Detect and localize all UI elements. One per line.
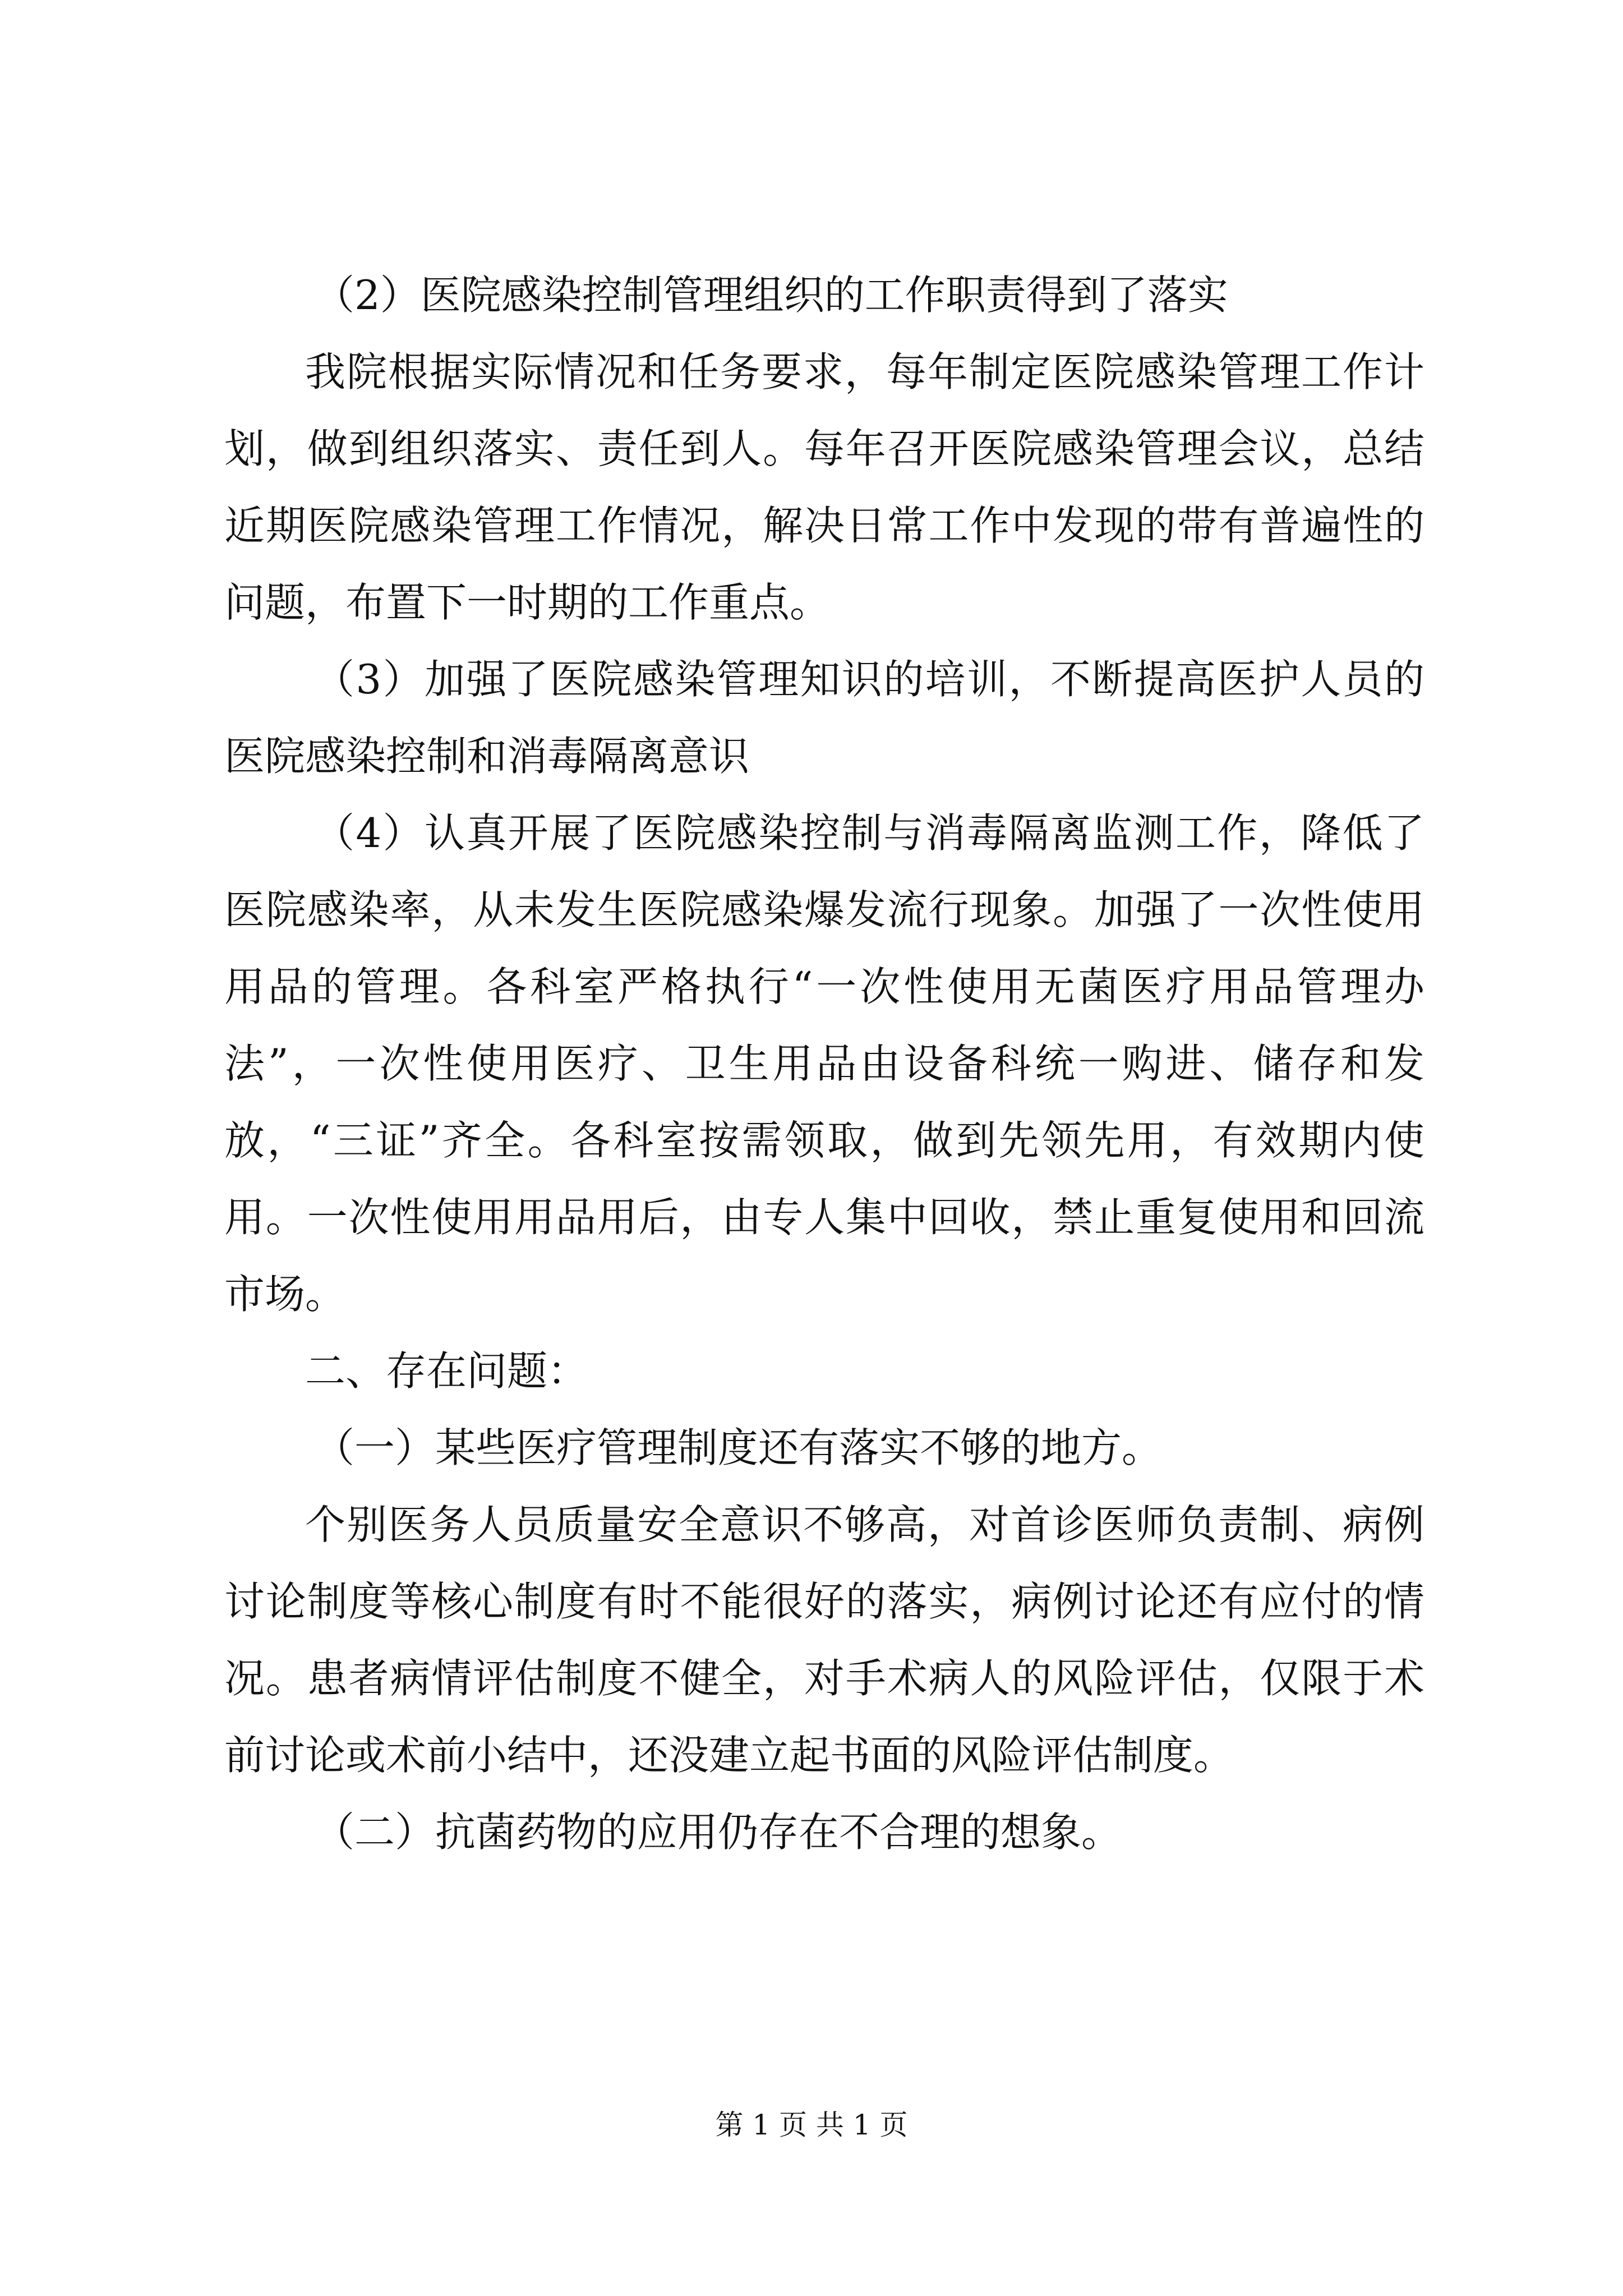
section-title-problems: 二、存在问题： — [305, 1347, 588, 1395]
subsection-heading-1: （一）某些医疗管理制度还有落实不够的地方。 — [314, 1424, 1163, 1471]
section-heading-2: （2）医院感染控制管理组织的工作职责得到了落实 — [314, 272, 1228, 319]
paragraph-quality-safety: 个别医务人员质量安全意识不够高，对首诊医师负责制、病例讨论制度等核心制度有时不能很好的落实，病例讨论还有应付的情况。患者病情评估制度不健全，对手术病人的风险评估，仅限于术前讨论或术前小结中，还没建立起书面的风险评估制度。 — [224, 1501, 1424, 1779]
subsection-heading-2: （二）抗菌药物的应用仍存在不合理的想象。 — [314, 1809, 1122, 1856]
section-heading-4: （4）认真开展了医院感染控制与消毒隔离监测工作，降低了医院感染率，从未发生医院感染爆发流行现象。加强了一次性使用用品的管理。各科室严格执行“一次性使用无菌医疗用品管理办法”，一次性使用医疗、卫生用品由设备科统一购进、储存和发放，“三证”齐全。各科室按需领取，做到先领先用，有效期内使用。一次性使用用品用后，由专人集中回收，禁止重复使用和回流市场。 — [224, 809, 1424, 1318]
document-body — [224, 257, 1424, 1871]
section-heading-3: （3）加强了医院感染管理知识的培训，不断提高医护人员的医院感染控制和消毒隔离意识 — [224, 656, 1424, 780]
paragraph-annual-plan: 我院根据实际情况和任务要求，每年制定医院感染管理工作计划，做到组织落实、责任到人。每年召开医院感染管理会议，总结近期医院感染管理工作情况，解决日常工作中发现的带有普遍性的问题，布置下一时期的工作重点。 — [224, 348, 1424, 626]
page-footer: 第 1 页 共 1 页 — [715, 2109, 908, 2141]
